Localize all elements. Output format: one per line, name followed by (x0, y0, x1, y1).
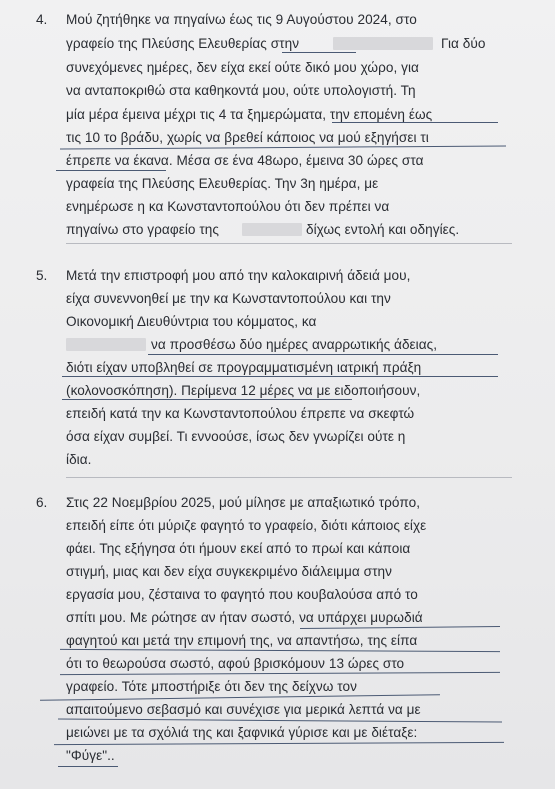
text-line: επειδή είπε ότι μύριζε φαγητό το γραφείο, διότι κάποιος είχε (66, 518, 427, 533)
pen-underline (62, 399, 352, 400)
pen-underline (58, 766, 118, 767)
text-line: Για δύο (441, 36, 486, 51)
text-line: εργασία μου, ζέσταινα το φαγητό που κουβαλούσα από το (66, 587, 418, 602)
pen-underline (56, 170, 166, 171)
text-line: είχα συνεννοηθεί με την κα Κωνσταντοπούλου και την (66, 291, 391, 306)
pen-underline (60, 145, 506, 149)
text-line: επειδή κατά την κα Κωνσταντοπούλου έπρεπε να σκεφτώ (66, 406, 415, 421)
text-line: γραφείο της Πλεύσης Ελευθερίας στην (66, 36, 300, 51)
pen-underline (54, 742, 504, 745)
redaction-block (242, 223, 302, 236)
text-line: σπίτι μου. Με ρώτησε αν ήταν σωστό, να υπάρχει μυρωδιά (66, 610, 423, 625)
text-line: ότι το θεωρούσα σωστό, αφού βρισκόμουν 13 ώρες στο (66, 656, 405, 671)
pen-underline (300, 626, 500, 629)
pen-underline (148, 354, 498, 355)
text-line: Μού ζητήθηκε να πηγαίνω έως τις 9 Αυγούστου 2024, στο (66, 12, 417, 27)
text-line: (κολονοσκόπηση). Περίμενα 12 μέρες να με ειδοποιήσουν, (66, 383, 421, 398)
pen-underline (40, 694, 440, 701)
pen-underline (60, 649, 500, 652)
text-line: ίδια. (66, 452, 92, 467)
text-line: Στις 22 Νοεμβρίου 2025, μού μίλησε με απαξιωτικό τρόπο, (66, 495, 421, 510)
text-line: "Φύγε".. (66, 748, 115, 763)
text-line: Οικονομική Διευθύντρια του κόμματος, κα (66, 314, 317, 329)
pen-underline (60, 672, 500, 675)
text-line: ενημέρωσε η κα Κωνσταντοπούλου ότι δεν πρέπει να (66, 199, 390, 214)
text-line: μία μέρα έμεινα μέχρι τις 4 τα ξημερώματα, την επομένη έως (66, 107, 433, 122)
ruled-line (66, 477, 512, 478)
item-number: 4. (36, 12, 48, 27)
text-line: δίχως εντολή και οδηγίες. (306, 222, 460, 237)
text-line: γραφεία της Πλεύσης Ελευθερίας. Την 3η ημέρα, με (66, 176, 379, 191)
redaction-block (66, 338, 146, 351)
pen-underline (332, 122, 498, 123)
text-line: στιγμή, μιας και δεν είχα συγκεκριμένο διάλειμμα στην (66, 564, 392, 579)
text-line: φάει. Της εξήγησα ότι ήμουν εκεί από το πρωί και κάποια (66, 541, 411, 556)
text-line: μειώνει με τα σχόλιά της και ξαφνικά γύρισε και με διέταξε: (66, 725, 418, 740)
text-line: να ανταποκριθώ στα καθηκοντά μου, ούτε υπολογιστή. Τη (66, 83, 416, 98)
text-line: διότι είχαν υποβληθεί σε προγραμματισμένη ιατρική πράξη (66, 360, 422, 375)
text-line: φαγητού και μετά την επιμονή της, να απαντήσω, της είπα (66, 633, 418, 648)
text-line: γραφείο. Τότε μποστήριξε ότι δεν της δείχνω τον (66, 679, 357, 694)
text-line: έπρεπε να έκανα. Μέσα σε ένα 48ωρο, έμεινα 30 ώρες στα (66, 153, 424, 168)
text-line: απαιτούμενο σεβασμό και συνέχισε για μερικά λεπτά να με (66, 702, 421, 717)
ruled-line (66, 243, 512, 244)
text-line: να προσθέσω δύο ημέρες αναρρωτικής άδειας, (151, 337, 438, 352)
pen-underline (58, 718, 502, 722)
item-number: 5. (36, 268, 48, 283)
text-line: συνεχόμενες ημέρες, δεν είχα εκεί ούτε δικό μου χώρο, για (66, 60, 419, 75)
redaction-block (333, 37, 433, 50)
item-number: 6. (36, 495, 48, 510)
text-line: όσα είχαν συμβεί. Τι εννοούσε, ίσως δεν γνωρίζει ούτε η (66, 429, 406, 444)
pen-underline (282, 52, 356, 53)
text-line: τις 10 το βράδυ, χωρίς να βρεθεί κάποιος να μού εξηγήσει τι (66, 130, 429, 145)
text-line: πηγαίνω στο γραφείο της (66, 222, 219, 237)
pen-underline (62, 376, 498, 377)
text-line: Μετά την επιστροφή μου από την καλοκαιρινή άδειά μου, (66, 268, 411, 283)
